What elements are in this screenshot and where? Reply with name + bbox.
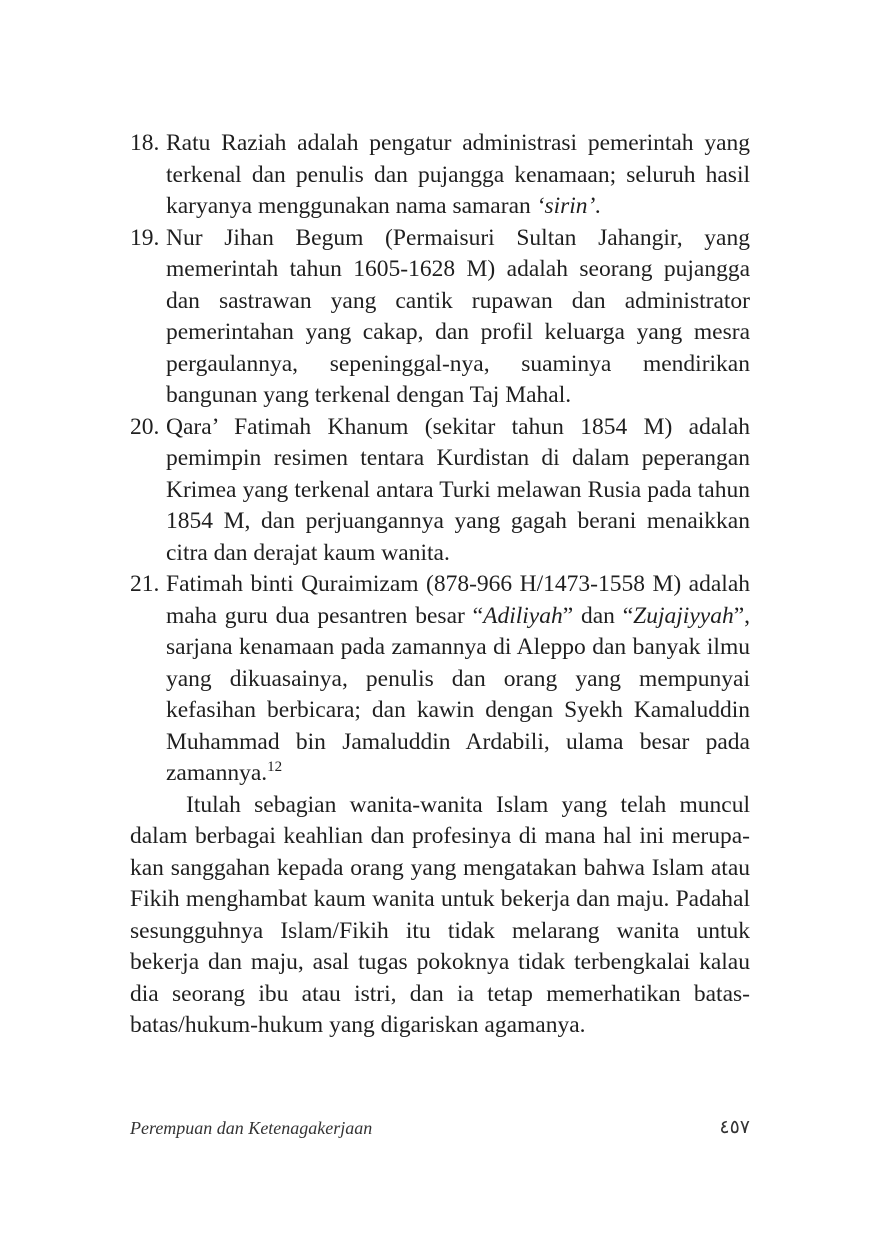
page-number: ٤٥٧ [719,1117,750,1138]
text-run: Fatimah binti Quraimizam (878-966 H/1473-1558 M) adalah maha guru dua pesantren besar “ [166,571,750,629]
list-item-number: 18. [130,130,160,156]
italic-term: Adiliyah [483,602,563,629]
text-run: Ratu Raziah adalah pengatur administrasi pemerintah yang terkenal dan penulis dan pujangga kenamaan; seluruh hasil karyanya menggunakan nama samaran [166,130,750,219]
list-item-text [166,412,750,570]
text-run: ”, sarjana kenamaan pada zamannya di Aleppo dan banyak ilmu yang dikuasainya, penulis dan orang yang mempunyai kefasihan berbicara; dan kawin dengan Syekh Kamaluddin Muhammad bin Jamaluddin Ardabili, ulama besar pada zamannya. [166,602,751,786]
list-item-number: 20. [130,413,160,440]
list-item-number: 21. [130,571,160,597]
list-item [130,569,750,790]
page-body [130,128,750,1042]
numbered-list [130,128,750,790]
text-run: ” dan “ [562,602,634,629]
list-item-number: 19. [130,224,160,251]
running-footer-title: Perempuan dan Ketenagakerjaan [130,1118,373,1138]
list-item-text [166,128,750,223]
footnote-reference[interactable]: 12 [267,759,283,775]
italic-term: ‘sirin’. [536,193,602,219]
list-item [130,128,750,223]
italic-term: Zujajiyyah [633,602,734,629]
list-item [130,412,750,570]
text-run: Qara’ Fatimah Khanum (sekitar tahun 1854 M) adalah pemimpin resimen tentara Kurdistan di dalam peperangan Krimea yang terkenal antara Turki melawan Rusia pada tahun 1854 M, dan perjuangannya yang gagah berani menaikkan citra dan derajat kaum wanita. [166,413,750,566]
text-run: Nur Jihan Begum (Permaisuri Sultan Jahangir, yang memerintah tahun 1605-1628 M) adalah seorang pujangga dan sastrawan yang cantik rupawan dan administrator pemerintahan yang cakap, dan profil keluarga yang mesra pergaulannya, sepeninggal-nya, suaminya mendirikan bangunan yang terkenal dengan Taj Mahal. [166,224,750,408]
body-paragraph: Itulah sebagian wanita-wanita Islam yang telah muncul dalam berbagai keahlian dan profesinya di mana hal ini merupa-kan sanggahan kepada orang yang mengatakan bahwa Islam atau Fikih menghambat kaum wanita untuk bekerja dan maju. Padahal sesungguhnya Islam/Fikih itu tidak melarang wanita untuk bekerja dan maju, asal tugas pokoknya tidak terbengkalai kalau dia seorang ibu atau istri, dan ia tetap memerhatikan batas-batas/hukum-hukum yang digariskan agamanya. [130,791,750,1038]
list-item-text [166,223,750,412]
list-item [130,223,750,412]
list-item-text [166,569,750,790]
